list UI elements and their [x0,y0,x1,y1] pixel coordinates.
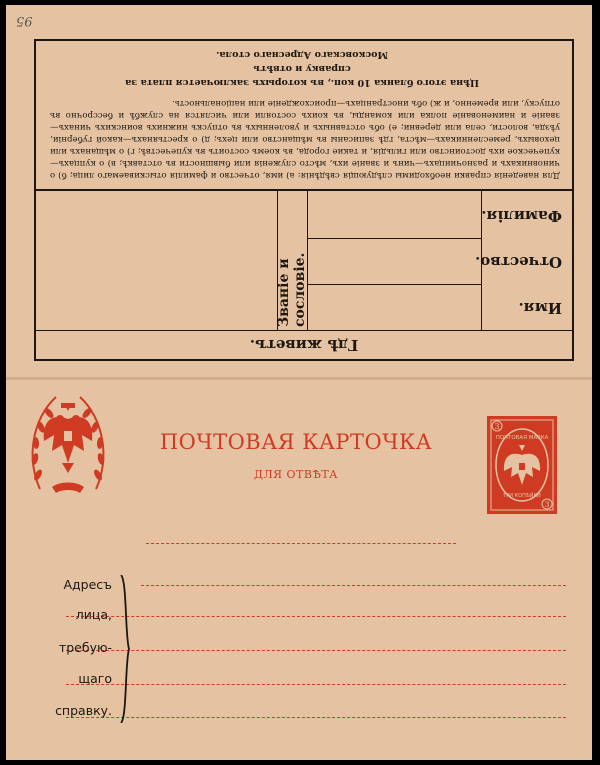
patronymic-label: Отчество. [475,253,562,271]
form-divider [277,191,278,331]
form-line [308,284,482,285]
stamp-top-text: ПОЧТОВАЯ МАРКА [495,435,549,441]
card-subtitle: ДЛЯ ОТВѢТА [254,468,338,481]
surname-label: Фамилія. [481,207,562,225]
first-name-label: Имя. [518,299,562,317]
address-label: лица, [75,607,112,622]
address-label: требую- [58,640,112,655]
issuer-line: Московскаго Адреснаго стола. [216,49,388,60]
pencil-note: 95 [16,13,33,28]
form-line [308,238,482,239]
name-form [36,189,572,331]
address-label: Адресъ [63,577,112,592]
card-title: ПОЧТОВАЯ КАРТОЧКА [159,430,433,454]
address-line [66,650,566,651]
address-line [146,543,456,544]
stamp-bottom-text: ТРИ КОПѢЙКИ [503,493,541,499]
address-line [141,585,566,586]
address-line [66,717,566,718]
postcard [6,5,592,760]
reply-form [34,39,574,361]
address-line [66,684,566,685]
instructions-text: Для наведенія справки необходимы слѣдующія свѣдѣнія: а) имя, отчество и фамилія отыскиваемаго лица; б) о чиновникахъ и разночинцахъ—чинъ и званіе ихъ, мѣсто служенія или бывшности въ отставкѣ; в) о купцахъ—купеческое ихъ достоинство или гильдія, и такие города, въ коемъ состоитъ въ купечествѣ; г) о мѣщанахъ или цеховыхъ, ремесленникахъ—мѣста, гдѣ записаны въ мѣщанство или цехъ; д) о крестьянахъ—какой губерніи, уѣзда, волости, села или деревни; е) объ отставныхъ и уволенныхъ въ отпускъ нижнихъ воинскихъ чинахъ—званіе и наименованіе полка или команды, въ коихъ состояли или числятся на службѣ и бессрочно въ отпуску, или временно, и ж) объ иностранцахъ—происхожденіе или національность. [50,98,560,180]
stamp-value: 3 [544,500,550,509]
address-label: справку. [55,703,112,718]
price-note [112,47,492,89]
fold-line [6,377,592,380]
price-line: Цѣна этого бланка 10 коп., въ которыхъ заключается плата за справку и отвѣтъ [125,63,479,88]
coat-of-arms-icon [30,389,106,505]
rank-label: Званіе и сословіе. [276,252,308,327]
postage-stamp-icon [486,415,558,515]
brace-icon [119,575,131,723]
address-label: щаго [78,671,112,686]
name-labels [475,191,572,331]
where-lives-label: Гдѣ живетъ. [36,330,572,359]
stamp-value: 3 [494,422,500,431]
address-line [66,616,566,617]
